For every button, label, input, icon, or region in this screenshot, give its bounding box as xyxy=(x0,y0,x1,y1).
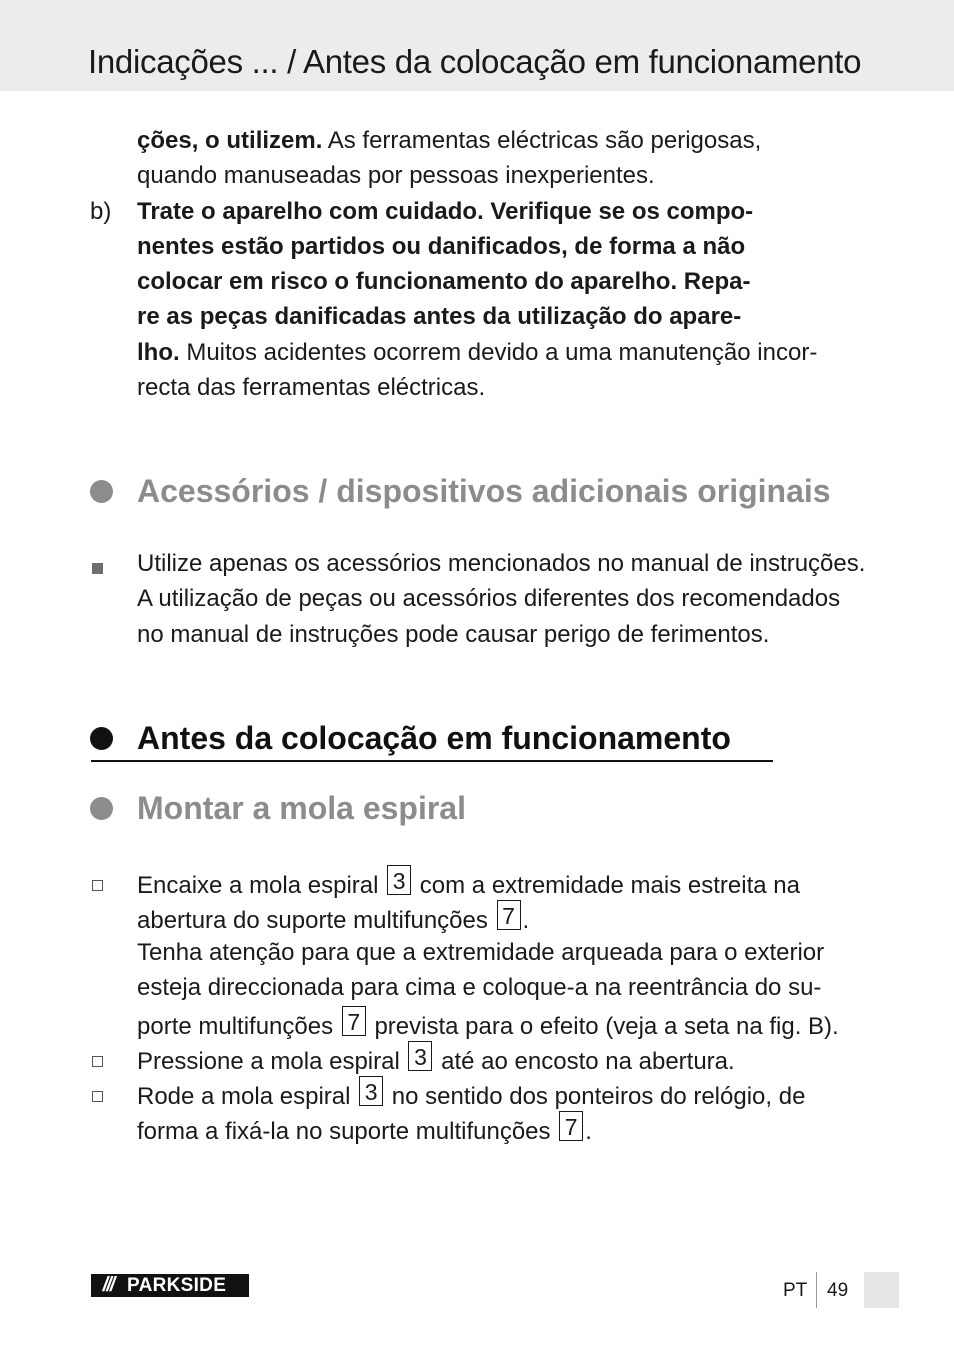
part-ref-7: 7 xyxy=(497,900,521,930)
step1-text: com a extremidade mais estreita na xyxy=(419,872,800,899)
accessories-line-1: Utilize apenas os acessórios mencionados no manual de instruções. xyxy=(137,550,866,577)
item-b-line-6: recta das ferramentas eléctricas. xyxy=(137,374,486,401)
step3-text: . xyxy=(585,1118,592,1145)
checkbox-square-icon xyxy=(92,1091,103,1102)
section-bullet-icon xyxy=(90,480,113,503)
step3-text: Rode a mola espiral xyxy=(137,1083,351,1110)
accessories-line-3: no manual de instruções pode causar perigo de ferimentos. xyxy=(137,621,770,648)
step1-text: . xyxy=(522,907,530,934)
heading-underline xyxy=(91,760,773,762)
intro-line-1 xyxy=(137,123,761,158)
checkbox-square-icon xyxy=(92,880,103,891)
step1-text: prevista para o efeito (veja a seta na fig. B). xyxy=(374,1013,839,1040)
item-b-line-1: Trate o aparelho com cuidado. Verifique se os compo- xyxy=(137,198,754,225)
part-ref-7: 7 xyxy=(342,1006,366,1036)
item-b-bold: lho. xyxy=(137,339,180,366)
parkside-logo xyxy=(91,1274,249,1297)
intro-line-2: quando manuseadas por pessoas inexperientes. xyxy=(137,162,655,189)
logo-slashes-icon: /// xyxy=(102,1274,114,1296)
item-b-line-4: re as peças danificadas antes da utilização do apare- xyxy=(137,303,742,330)
step1-text: porte multifunções xyxy=(137,1013,334,1040)
step1-line-4: esteja direccionada para cima e coloque-a na reentrância do su- xyxy=(137,974,822,1001)
step1-text: Encaixe a mola espiral xyxy=(137,872,379,899)
part-ref-3: 3 xyxy=(387,865,411,895)
step3-text: no sentido dos ponteiros do relógio, de xyxy=(391,1083,806,1110)
step3-line-1 xyxy=(137,1076,805,1114)
step2-text: Pressione a mola espiral xyxy=(137,1048,400,1075)
part-ref-7: 7 xyxy=(559,1111,583,1141)
step3-line-2 xyxy=(137,1111,592,1149)
item-b-line-2: nentes estão partidos ou danificados, de forma a não xyxy=(137,233,746,260)
step1-line-2 xyxy=(137,900,529,938)
accessories-heading: Acessórios / dispositivos adicionais originais xyxy=(137,473,831,509)
before-operation-heading: Antes da colocação em funcionamento xyxy=(137,720,731,756)
spring-heading: Montar a mola espiral xyxy=(137,790,466,826)
language-code: PT xyxy=(783,1280,808,1301)
section-bullet-icon xyxy=(90,797,113,820)
footer-tab xyxy=(864,1272,899,1308)
item-b-line-3: colocar em risco o funcionamento do aparelho. Repa- xyxy=(137,268,751,295)
logo-brand-text: PARKSIDE xyxy=(127,1274,227,1296)
item-b-label: b) xyxy=(90,198,112,225)
step1-line-5 xyxy=(137,1006,839,1044)
step1-line-3: Tenha atenção para que a extremidade arqueada para o exterior xyxy=(137,939,825,966)
checkbox-square-icon xyxy=(92,1056,103,1067)
step1-text: abertura do suporte multifunções xyxy=(137,907,488,934)
section-bullet-icon xyxy=(90,727,113,750)
step2-text: até ao encosto na abertura. xyxy=(441,1048,735,1075)
page-title: Indicações ... / Antes da colocação em funcionamento xyxy=(88,43,862,80)
item-b-text: Muitos acidentes ocorrem devido a uma manutenção incor- xyxy=(179,339,818,366)
step2-line xyxy=(137,1041,735,1079)
intro-bold: ções, o utilizem. xyxy=(137,127,323,154)
accessories-line-2: A utilização de peças ou acessórios diferentes dos recomendados xyxy=(137,585,841,612)
step1-line-1 xyxy=(137,865,800,903)
item-b-line-5 xyxy=(137,335,817,370)
list-square-icon xyxy=(92,563,103,574)
part-ref-3: 3 xyxy=(408,1041,432,1071)
page-number: 49 xyxy=(827,1280,849,1301)
footer-divider xyxy=(816,1272,817,1308)
intro-text: As ferramentas eléctricas são perigosas, xyxy=(322,127,762,154)
step3-text: forma a fixá-la no suporte multifunções xyxy=(137,1118,551,1145)
part-ref-3: 3 xyxy=(359,1076,383,1106)
